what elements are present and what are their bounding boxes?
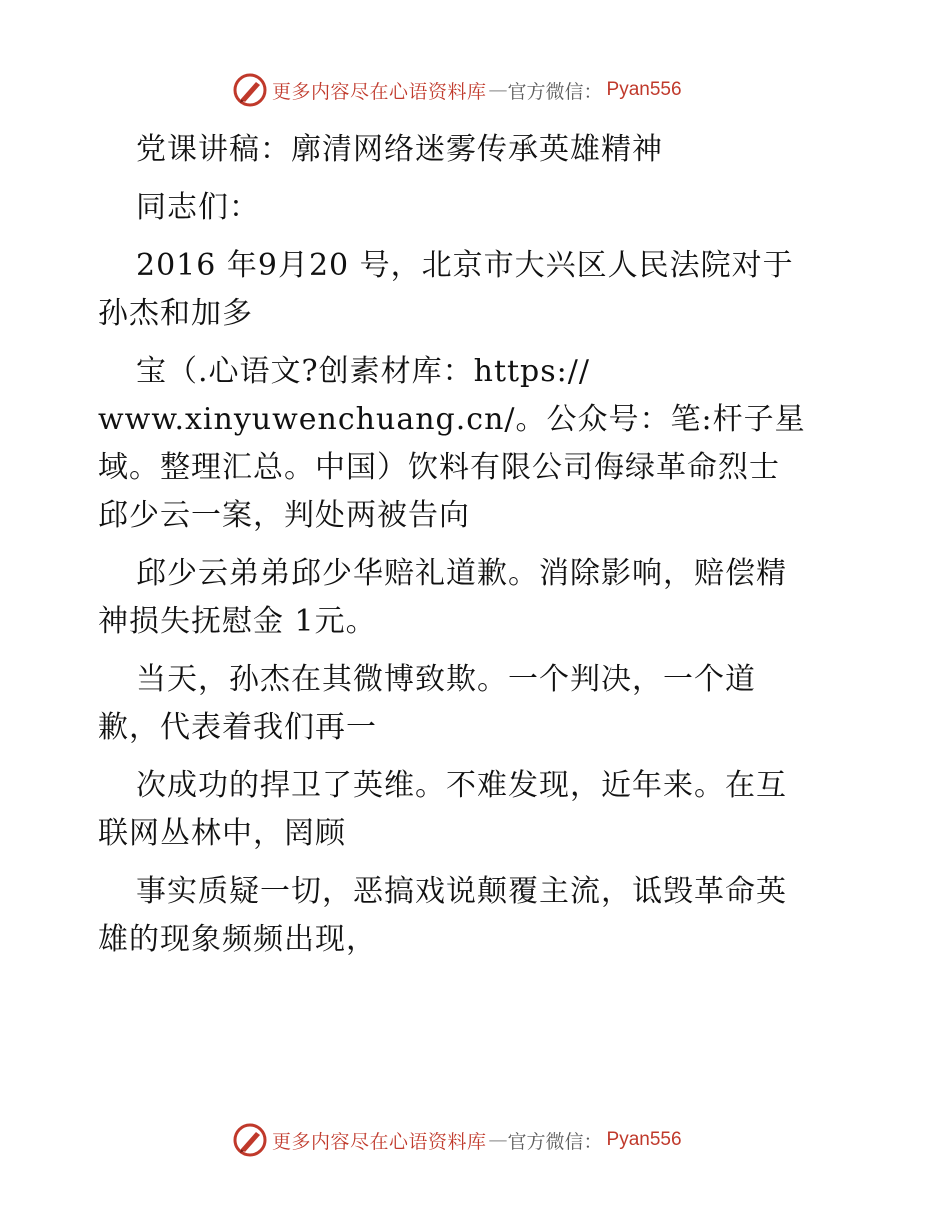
watermark-separator: —	[488, 1129, 508, 1151]
paragraph-line: 雄的现象频频出现，	[98, 922, 377, 957]
watermark-wechat-label: 官方微信：	[507, 80, 603, 103]
document-title: 党课讲稿：廓清网络迷雾传承英雄精神	[136, 132, 663, 167]
pen-logo-icon	[232, 1122, 268, 1158]
paragraph-line: www.xinyuwenchuang.cn/。公众号：笔:杆子星	[98, 402, 806, 437]
paragraph-line: 事实质疑一切，恶搞戏说颠覆主流，诋毁革命英	[136, 874, 787, 909]
paragraph-line: 神损失抚慰金 1元。	[98, 604, 377, 639]
watermark-site-text: 更多内容尽在心语资料库	[272, 1130, 487, 1153]
paragraph-line: 2016 年9月20 号，北京市大兴区人民法院对于	[136, 248, 794, 283]
paragraph-line: 歉，代表着我们再一	[98, 710, 377, 745]
document-body	[98, 126, 858, 964]
paragraph-line: 邱少云一案，判处两被告向	[98, 498, 470, 533]
paragraph-line: 联网丛林中，罔顾	[98, 816, 346, 851]
paragraph-line: 域。整理汇总。中国）饮料有限公司侮绿革命烈士	[98, 450, 780, 485]
pen-logo-icon	[232, 72, 268, 108]
paragraph-line: 孙杰和加多	[98, 296, 253, 331]
watermark-wechat-label: 官方微信：	[507, 1130, 603, 1153]
paragraph-line: 邱少云弟弟邱少华赔礼道歉。消除影响，赔偿精	[136, 556, 787, 591]
paragraph-line: 次成功的捍卫了英维。不难发现，近年来。在互	[136, 768, 787, 803]
salutation: 同志们：	[136, 190, 260, 225]
header-watermark	[232, 70, 682, 110]
watermark-wechat-id: Pyan556	[606, 1129, 682, 1150]
paragraph-line: 宝（.心语文?创素材库：https://	[136, 354, 590, 389]
footer-watermark	[232, 1120, 682, 1160]
paragraph-line: 当天，孙杰在其微博致欺。一个判决，一个道	[136, 662, 756, 697]
watermark-wechat-id: Pyan556	[606, 79, 682, 100]
watermark-separator: —	[488, 79, 508, 101]
watermark-site-text: 更多内容尽在心语资料库	[272, 80, 487, 103]
